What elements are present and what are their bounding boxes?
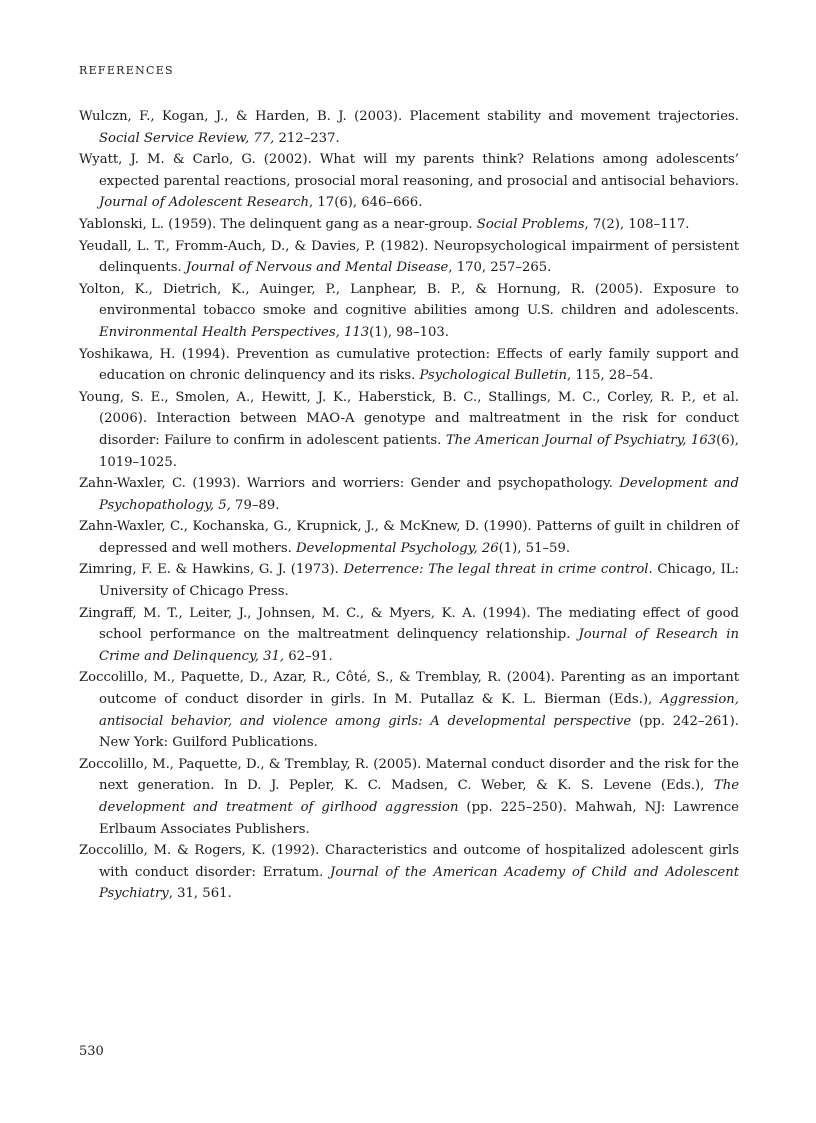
reference-authors: Wulczn, F., Kogan, J., & Harden, B. J. (2003). Placement stability and movement trajectories. xyxy=(79,109,739,124)
reference-authors: Zoccolillo, M. & Rogers, K. (1992). Characteristics and outcome of hospitalized adolescent girls with conduct disorder: Erratum. xyxy=(79,843,739,880)
reference-authors: Wyatt, J. M. & Carlo, G. (2002). What will my parents think? Relations among adolescents’ expected parental reactions, prosocial moral reasoning, and prosocial and antisocial behaviors. xyxy=(79,152,739,189)
reference-tail: 212–237. xyxy=(274,130,340,146)
reference-source: Psychological Bulletin xyxy=(419,368,567,384)
reference-tail: (6), 1019–1025. xyxy=(99,432,739,470)
reference-authors: Zoccolillo, M., Paquette, D., Azar, R., Côté, S., & Tremblay, R. (2004). Parenting as an important outcome of conduct disorder in girls. In M. Putallaz & K. L. Bierman (Eds.), xyxy=(79,670,739,708)
reference-entry xyxy=(79,149,739,214)
reference-list xyxy=(79,106,739,905)
reference-tail: 62–91. xyxy=(284,648,333,664)
reference-authors: Zoccolillo, M., Paquette, D., & Tremblay, R. (2005). Maternal conduct disorder and the risk for the next generation. In D. J. Pepler, K. C. Madsen, C. Weber, & K. S. Levene (Eds.), xyxy=(79,756,739,794)
reference-entry xyxy=(79,236,739,279)
reference-entry xyxy=(79,106,739,149)
reference-tail: (pp. 242–261). New York: Guilford Publications. xyxy=(99,713,739,751)
reference-authors: Yablonski, L. (1959). The delinquent gang as a near-group. xyxy=(79,216,477,232)
reference-source: Aggression, antisocial behavior, and violence among girls: A developmental perspective xyxy=(99,692,739,729)
reference-tail: , 17(6), 646–666. xyxy=(309,195,423,211)
reference-authors: Yoshikawa, H. (1994). Prevention as cumulative protection: Effects of early family support and education on chronic delinquency and its risks. xyxy=(79,346,739,384)
reference-entry xyxy=(79,516,739,559)
reference-entry xyxy=(79,387,739,473)
reference-entry xyxy=(79,603,739,668)
reference-source: Journal of the American Academy of Child and Adolescent Psychiatry xyxy=(99,864,739,902)
reference-tail: Chicago, IL: University of Chicago Press. xyxy=(99,562,739,600)
reference-source: Journal of Research in Crime and Delinquency, 31, xyxy=(99,627,739,664)
reference-entry xyxy=(79,344,739,387)
reference-source: Deterrence: The legal threat in crime control. xyxy=(343,562,653,578)
reference-source: Developmental Psychology, 26 xyxy=(295,540,499,556)
reference-source: Environmental Health Perspectives, 113 xyxy=(99,324,370,340)
reference-entry xyxy=(79,840,739,905)
reference-tail: 79–89. xyxy=(230,497,280,513)
reference-source: The American Journal of Psychiatry, 163 xyxy=(445,432,717,448)
reference-entry xyxy=(79,754,739,840)
reference-tail: (1), 51–59. xyxy=(498,540,571,556)
page-number: 530 xyxy=(79,1044,104,1059)
reference-authors: Yeudall, L. T., Fromm-Auch, D., & Davies, P. (1982). Neuropsychological impairment of persistent delinquents. xyxy=(79,238,739,276)
reference-entry xyxy=(79,214,739,236)
reference-entry xyxy=(79,667,739,753)
reference-source: Journal of Nervous and Mental Disease xyxy=(185,260,449,276)
reference-source: Social Service Review, 77, xyxy=(99,130,275,146)
reference-source: Social Problems xyxy=(476,216,585,232)
running-head: REFERENCES xyxy=(79,64,174,77)
reference-authors: Zahn-Waxler, C. (1993). Warriors and worriers: Gender and psychopathology. xyxy=(79,476,620,492)
reference-tail: , 7(2), 108–117. xyxy=(584,216,690,232)
reference-entry xyxy=(79,279,739,344)
reference-entry xyxy=(79,559,739,602)
reference-authors: Zahn-Waxler, C., Kochanska, G., Krupnick, J., & McKnew, D. (1990). Patterns of guilt in children of depressed and well mothers. xyxy=(79,519,739,556)
reference-entry xyxy=(79,473,739,516)
reference-tail: (pp. 225–250). Mahwah, NJ: Lawrence Erlbaum Associates Publishers. xyxy=(99,800,739,837)
reference-source: The development and treatment of girlhood aggression xyxy=(99,778,739,815)
reference-authors: Yolton, K., Dietrich, K., Auinger, P., Lanphear, B. P., & Hornung, R. (2005). Exposure to environmental tobacco smoke and cognitive abilities among U.S. children and adolescents. xyxy=(79,281,739,319)
reference-authors: Zimring, F. E. & Hawkins, G. J. (1973). xyxy=(79,562,344,578)
reference-tail: (1), 98–103. xyxy=(369,324,449,340)
reference-source: Journal of Adolescent Research xyxy=(99,195,310,211)
reference-tail: , 115, 28–54. xyxy=(566,368,654,384)
reference-tail: , 170, 257–265. xyxy=(448,260,552,276)
reference-authors: Young, S. E., Smolen, A., Hewitt, J. K., Haberstick, B. C., Stallings, M. C., Corley, R. P., et al. (2006). Interaction between MAO-A genotype and maltreatment in the risk for conduct disorder: Failure to confirm in adolescent patients. xyxy=(79,389,739,448)
reference-source: Development and Psychopathology, 5, xyxy=(99,476,739,513)
reference-tail: , 31, 561. xyxy=(168,886,232,902)
reference-authors: Zingraff, M. T., Leiter, J., Johnsen, M. C., & Myers, K. A. (1994). The mediating effect of good school performance on the maltreatment delinquency relationship. xyxy=(79,605,739,643)
